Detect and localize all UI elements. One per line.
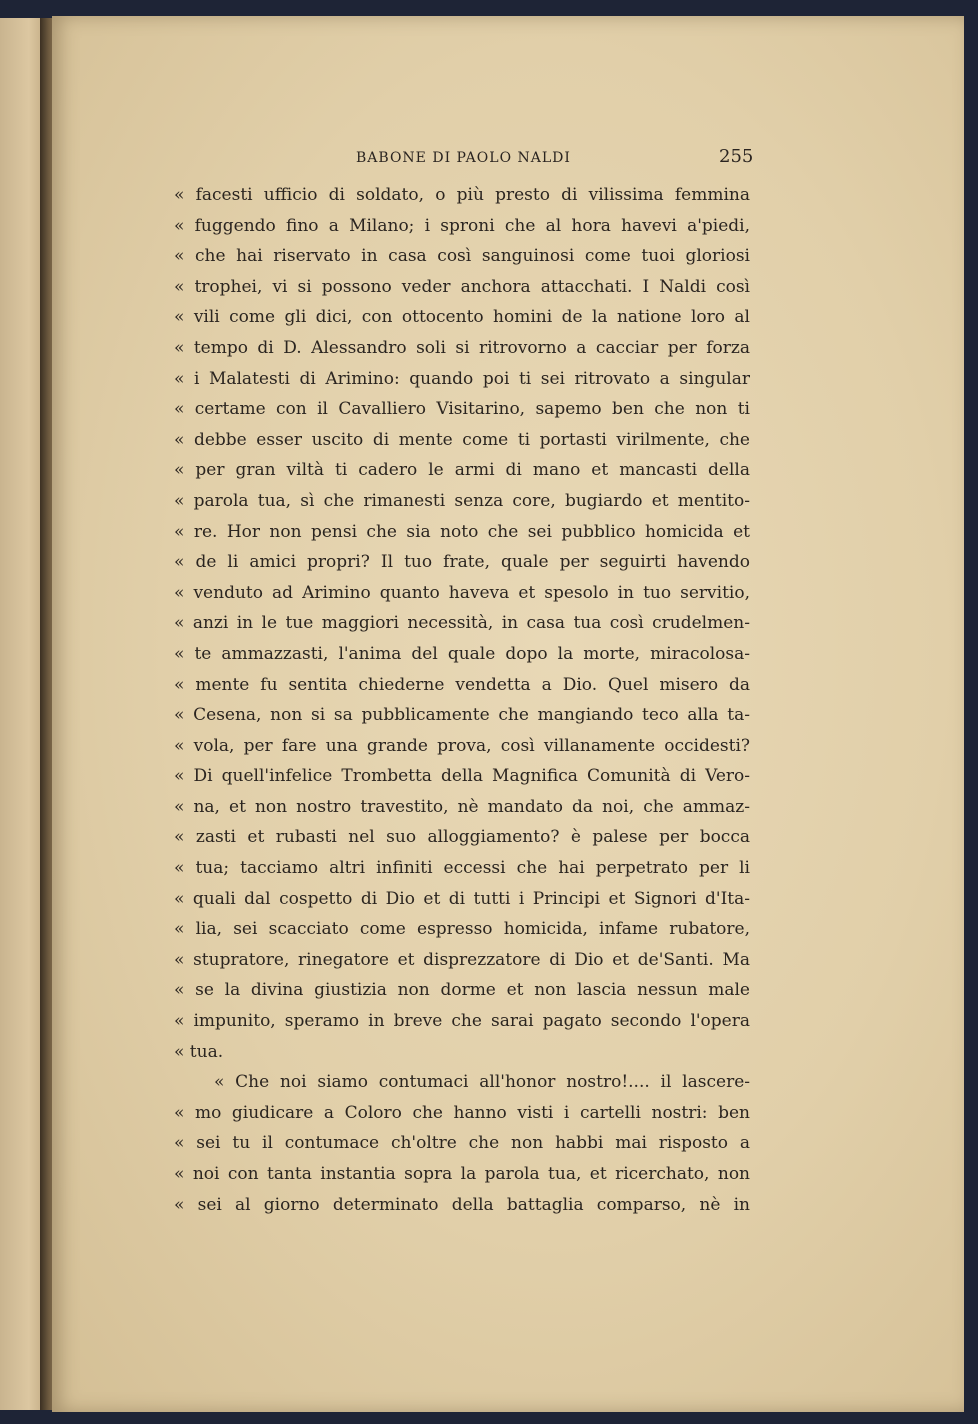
text-line: « se la divina giustizia non dorme et non lascia nessun male [174,980,750,1001]
text-line: « sei al giorno determinato della battaglia comparso, nè in [174,1194,750,1215]
body-text [174,180,750,1220]
text-line: « Cesena, non si sa pubblicamente che mangiando teco alla ta- [174,705,750,726]
text-line: « vili come gli dici, con ottocento homini de la natione loro al [174,307,750,328]
text-line: « facesti ufficio di soldato, o più presto di vilissima femmina [174,185,750,205]
text-line: « venduto ad Arimino quanto haveva et spesolo in tuo servitio, [174,582,750,603]
text-line: « certame con il Cavalliero Visitarino, sapemo ben che non ti [174,399,750,420]
text-line: « tua; tacciamo altri infiniti eccessi che hai perpetrato per li [174,858,750,879]
running-title: BABONE DI PAOLO NALDI [356,150,571,166]
text-line: « de li amici propri? Il tuo frate, quale per seguirti havendo [174,552,750,573]
text-line-paragraph-start: « Che noi siamo contumaci all'honor nostro!.... il lascere- [214,1072,750,1093]
text-line: « trophei, vi si possono veder anchora attacchati. I Naldi così [174,276,750,297]
text-line: « lia, sei scacciato come espresso homicida, infame rubatore, [174,919,750,940]
text-line: « tempo di D. Alessandro soli si ritrovorno a cacciar per forza [174,337,750,358]
text-line: « i Malatesti di Arimino: quando poi ti sei ritrovato a singular [174,368,750,389]
text-line: « stupratore, rinegatore et disprezzatore di Dio et de'Santi. Ma [174,949,750,970]
text-line: « te ammazzasti, l'anima del quale dopo la morte, miracolosa- [174,643,750,664]
text-line: « che hai riservato in casa così sanguinosi come tuoi gloriosi [174,246,750,267]
text-line: « re. Hor non pensi che sia noto che sei pubblico homicida et [174,521,750,542]
text-line: « parola tua, sì che rimanesti senza core, bugiardo et mentito- [174,490,750,511]
text-line: « debbe esser uscito di mente come ti portasti virilmente, che [174,429,750,450]
text-line: « zasti et rubasti nel suo alloggiamento? è palese per bocca [174,827,750,848]
text-line: « per gran viltà ti cadero le armi di mano et mancasti della [174,460,750,481]
text-line: « impunito, speramo in breve che sarai pagato secondo l'opera [174,1011,750,1032]
text-line: « noi con tanta instantia sopra la parola tua, et ricerchato, non [174,1164,750,1184]
text-line: « Di quell'infelice Trombetta della Magnifica Comunità di Vero- [174,766,750,787]
text-line: « mo giudicare a Coloro che hanno visti i cartelli nostri: ben [174,1102,750,1123]
text-line: « na, et non nostro travestito, nè mandato da noi, che ammaz- [174,796,750,817]
text-line: « quali dal cospetto di Dio et di tutti i Principi et Signori d'Ita- [174,888,750,909]
text-line: « mente fu sentita chiederne vendetta a Dio. Quel misero da [174,674,750,695]
text-line: « anzi in le tue maggiori necessità, in casa tua così crudelmen- [174,613,750,634]
text-line: « sei tu il contumace ch'oltre che non habbi mai risposto a [174,1133,750,1154]
page-number: 255 [719,146,754,167]
text-line: « fuggendo fino a Milano; i sproni che al hora havevi a'piedi, [174,215,750,236]
text-line: « vola, per fare una grande prova, così villanamente occidesti? [174,735,750,756]
text-line: « tua. [174,1041,224,1062]
